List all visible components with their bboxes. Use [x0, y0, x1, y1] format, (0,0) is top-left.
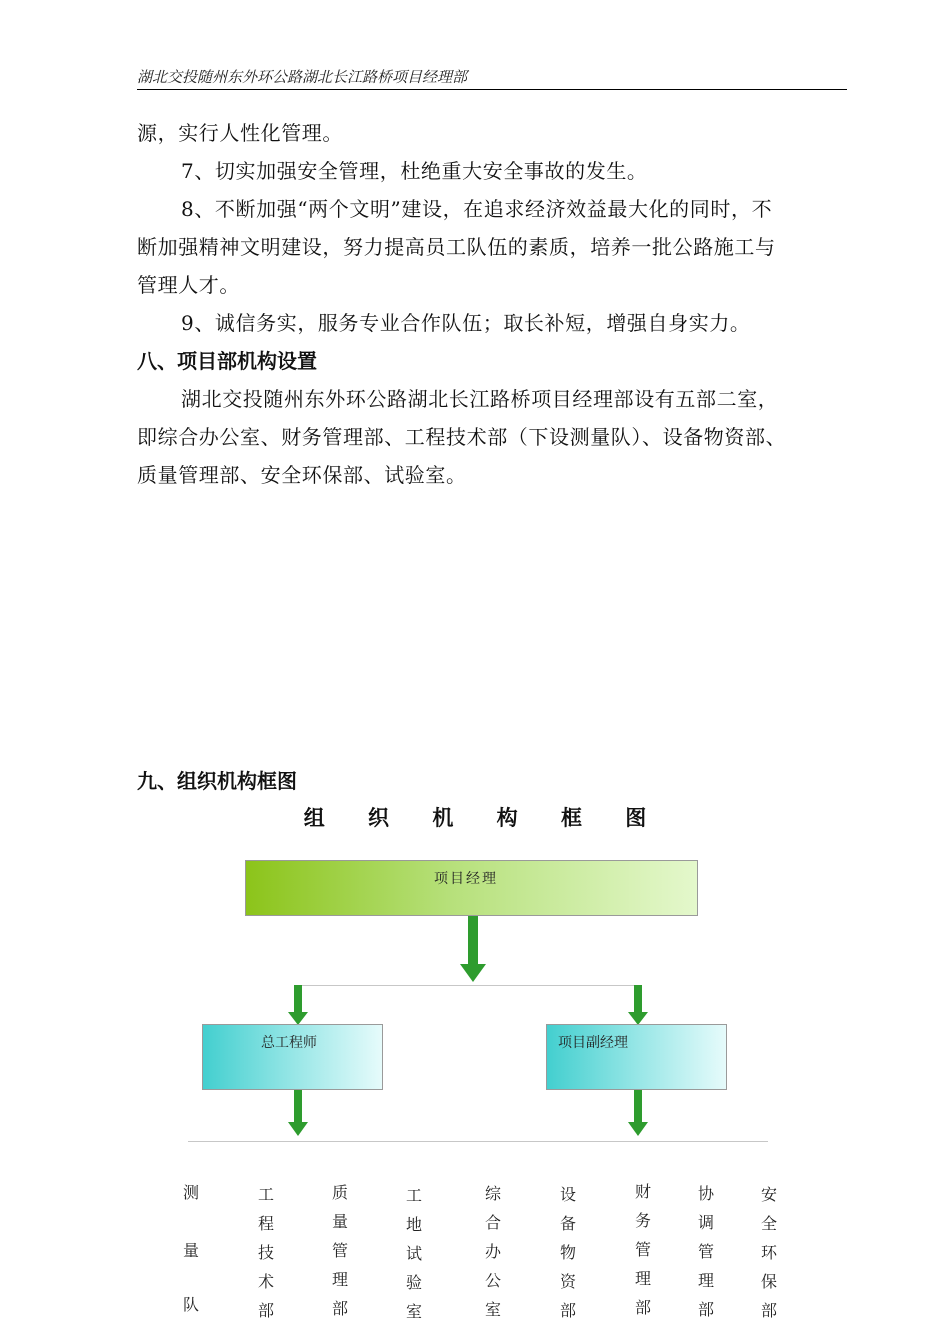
department-char: 验	[405, 1273, 422, 1292]
section-heading: 九、组织机构框图	[137, 769, 297, 793]
department-char: 部	[697, 1300, 714, 1319]
paragraph-line: 管理人才。	[137, 273, 240, 297]
paragraph-line: 源，实行人性化管理。	[137, 121, 343, 145]
department-char: 综	[484, 1184, 501, 1203]
paragraph-line: 断加强精神文明建设，努力提高员工队伍的素质，培养一批公路施工与	[137, 235, 776, 259]
paragraph-line: 9、诚信务实，服务专业合作队伍；取长补短，增强自身实力。	[181, 311, 751, 335]
department-char: 理	[331, 1270, 348, 1289]
department-char: 地	[405, 1215, 422, 1234]
department-char: 质	[331, 1183, 348, 1202]
department-char: 技	[257, 1243, 274, 1262]
paragraph-line: 质量管理部、安全环保部、试验室。	[137, 463, 467, 487]
department-char: 部	[559, 1301, 576, 1320]
department-char: 室	[484, 1300, 501, 1319]
department-equipment-materials	[557, 1182, 579, 1321]
arrow-down-icon	[627, 985, 649, 1025]
department-char: 办	[484, 1242, 501, 1261]
chief-engineer-label: 总工程师	[261, 1035, 317, 1051]
department-char: 设	[559, 1185, 576, 1204]
department-engineering	[255, 1182, 277, 1321]
project-manager-box	[245, 860, 698, 916]
department-char: 量	[331, 1212, 348, 1231]
department-quality	[329, 1180, 351, 1319]
department-general-office	[482, 1181, 504, 1320]
arrow-down-icon	[627, 1090, 649, 1136]
org-chart-title: 组 织 机 构 框 图	[303, 806, 665, 830]
deputy-manager-box	[546, 1024, 727, 1090]
department-char: 程	[257, 1214, 274, 1233]
department-char: 务	[634, 1211, 651, 1230]
department-coordination	[695, 1181, 717, 1320]
department-char: 财	[634, 1182, 651, 1201]
branch-connector-line	[297, 985, 639, 986]
department-survey-team	[180, 1180, 202, 1315]
department-char: 部	[257, 1301, 274, 1320]
department-char: 理	[697, 1271, 714, 1290]
department-char: 部	[634, 1298, 651, 1317]
department-char: 管	[331, 1241, 348, 1260]
department-char: 调	[697, 1213, 714, 1232]
paragraph-line: 湖北交投随州东外环公路湖北长江路桥项目经理部设有五部二室，	[181, 387, 779, 411]
department-char: 试	[405, 1244, 422, 1263]
paragraph-line: 7、切实加强安全管理，杜绝重大安全事故的发生。	[181, 159, 648, 183]
arrow-down-icon	[287, 985, 309, 1025]
department-char: 部	[760, 1301, 777, 1320]
arrow-down-icon	[287, 1090, 309, 1136]
department-char: 术	[257, 1272, 274, 1291]
project-manager-label: 项目经理	[434, 871, 498, 887]
paragraph-line: 即综合办公室、财务管理部、工程技术部（下设测量队）、设备物资部、	[137, 425, 787, 449]
department-char: 合	[484, 1213, 501, 1232]
section-heading: 八、项目部机构设置	[137, 349, 317, 373]
department-char: 队	[182, 1295, 199, 1314]
department-char: 量	[182, 1241, 199, 1260]
department-char: 理	[634, 1269, 651, 1288]
department-char: 备	[559, 1214, 576, 1233]
chief-engineer-box	[202, 1024, 383, 1090]
department-char: 测	[182, 1183, 199, 1202]
department-char: 工	[257, 1185, 274, 1204]
arrow-down-icon	[458, 916, 488, 982]
paragraph-line: 8、不断加强“两个文明”建设，在追求经济效益最大化的同时，不	[181, 197, 773, 221]
department-char: 全	[760, 1214, 777, 1233]
header-rule	[137, 89, 847, 90]
department-char: 管	[697, 1242, 714, 1261]
department-char: 部	[331, 1299, 348, 1318]
department-connector-line	[188, 1141, 768, 1142]
department-site-lab	[403, 1183, 425, 1322]
page-header-title: 湖北交投随州东外环公路湖北长江路桥项目经理部	[137, 68, 468, 86]
department-char: 公	[484, 1271, 501, 1290]
department-char: 室	[405, 1302, 422, 1321]
department-char: 资	[559, 1272, 576, 1291]
department-char: 物	[559, 1243, 576, 1262]
department-char: 工	[405, 1186, 422, 1205]
department-char: 安	[760, 1185, 777, 1204]
department-char: 环	[760, 1243, 777, 1262]
department-char: 协	[697, 1184, 714, 1203]
department-char: 管	[634, 1240, 651, 1259]
department-char: 保	[760, 1272, 777, 1291]
department-safety-environment	[758, 1182, 780, 1321]
department-finance	[632, 1179, 654, 1318]
deputy-manager-label: 项目副经理	[558, 1035, 628, 1051]
